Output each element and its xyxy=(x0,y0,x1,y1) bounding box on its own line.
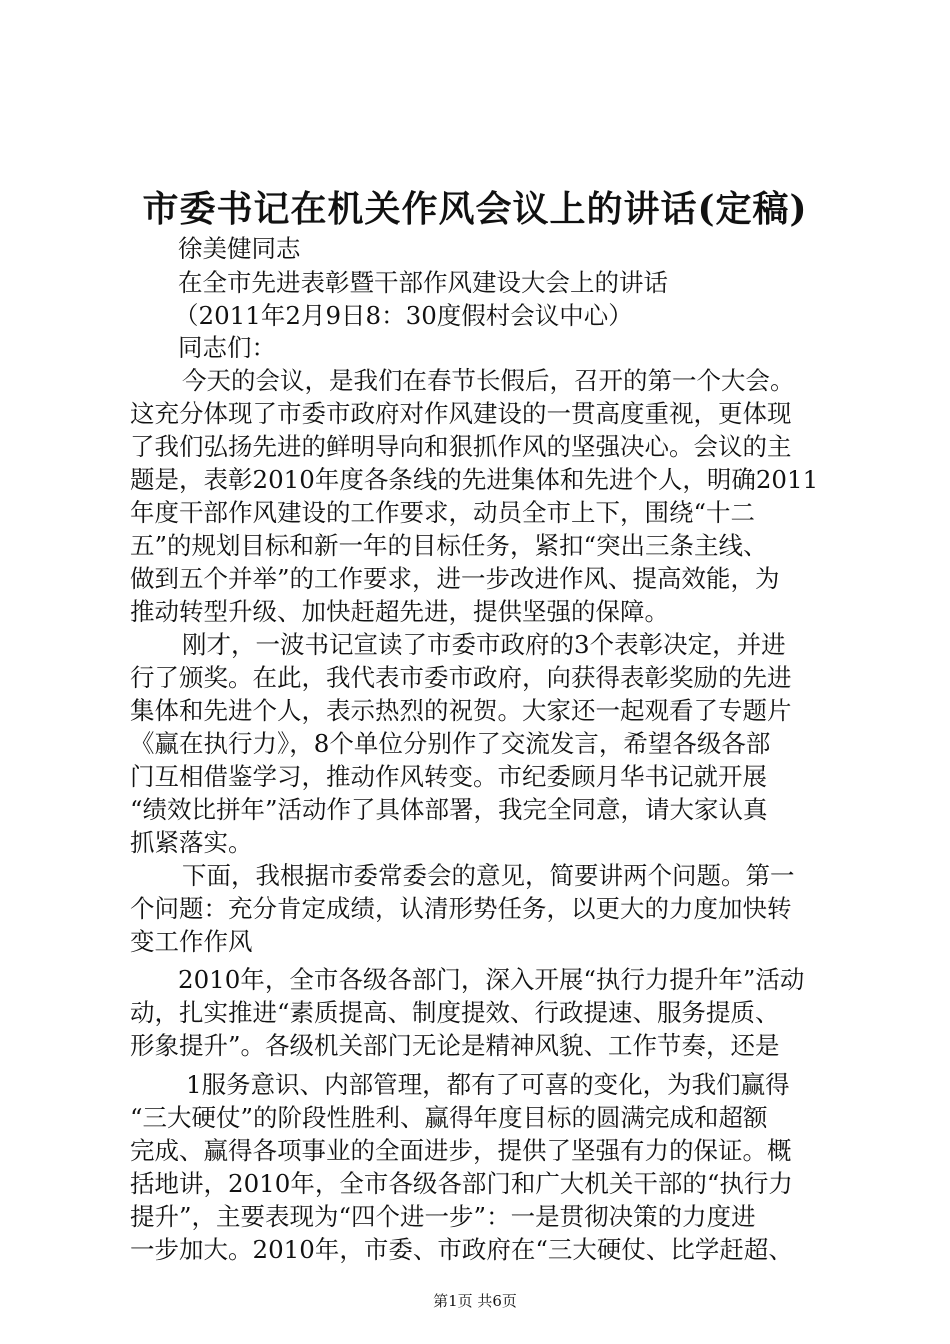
text-line: 做到五个并举”的工作要求，进一步改进作风、提高效能，为 xyxy=(130,564,780,593)
text-line: 变工作作风 xyxy=(130,927,253,956)
text-line: 抓紧落实。 xyxy=(130,828,253,857)
text-line: 题是，表彰2010年度各条线的先进集体和先进个人，明确2011 xyxy=(130,465,819,494)
text-line: 《赢在执行力》，8个单位分别作了交流发言，希望各级各部 xyxy=(130,729,771,758)
text-line: 五”的规划目标和新一年的目标任务，紧扣“突出三条主线、 xyxy=(130,531,768,560)
text-line: （2011年2月9日8：30度假村会议中心） xyxy=(174,301,633,330)
text-line: 括地讲，2010年，全市各级各部门和广大机关干部的“执行力 xyxy=(130,1169,793,1198)
text-line: 在全市先进表彰暨干部作风建设大会上的讲话 xyxy=(178,268,668,297)
text-line: 形象提升”。各级机关部门无论是精神风貌、工作节奏，还是 xyxy=(130,1031,780,1060)
text-line: 个问题：充分肯定成绩，认清形势任务，以更大的力度加快转 xyxy=(130,894,792,923)
text-line: 行了颁奖。在此，我代表市委市政府，向获得表彰奖励的先进 xyxy=(130,663,792,692)
text-line: 下面，我根据市委常委会的意见，简要讲两个问题。第一 xyxy=(182,861,795,890)
text-line: 今天的会议，是我们在春节长假后，召开的第一个大会。 xyxy=(182,366,795,395)
text-line: 2010年，全市各级各部门，深入开展“执行力提升年”活动 xyxy=(178,965,805,994)
text-line: 推动转型升级、加快赶超先进，提供坚强的保障。 xyxy=(130,597,669,626)
text-line: 这充分体现了市委市政府对作风建设的一贯高度重视，更体现 xyxy=(130,399,792,428)
text-line: 提升”，主要表现为“四个进一步”：一是贯彻决策的力度进 xyxy=(130,1202,756,1231)
text-line: 门互相借鉴学习，推动作风转变。市纪委顾月华书记就开展 xyxy=(130,762,767,791)
text-line: 了我们弘扬先进的鲜明导向和狠抓作风的坚强决心。会议的主 xyxy=(130,432,792,461)
text-line: 刚才，一波书记宣读了市委市政府的3个表彰决定，并进 xyxy=(182,630,786,659)
text-line: 集体和先进个人，表示热烈的祝贺。大家还一起观看了专题片 xyxy=(130,696,792,725)
text-line: 同志们： xyxy=(178,333,276,362)
text-line: “绩效比拼年”活动作了具体部署，我完全同意，请大家认真 xyxy=(130,795,768,824)
page-footer: 第1页 共6页 xyxy=(433,1292,517,1310)
text-line: 徐美健同志 xyxy=(178,234,301,263)
text-line: 完成、赢得各项事业的全面进步，提供了坚强有力的保证。概 xyxy=(130,1136,792,1165)
document-title: 市委书记在机关作风会议上的讲话(定稿) xyxy=(142,188,808,230)
text-line: 1服务意识、内部管理，都有了可喜的变化，为我们赢得 xyxy=(186,1070,790,1099)
text-line: 年度干部作风建设的工作要求，动员全市上下，围绕“十二 xyxy=(130,498,756,527)
text-line: 一步加大。2010年，市委、市政府在“三大硬仗、比学赶超、 xyxy=(130,1235,793,1264)
text-line: “三大硬仗”的阶段性胜利、赢得年度目标的圆满完成和超额 xyxy=(130,1103,768,1132)
text-line: 动，扎实推进“素质提高、制度提效、行政提速、服务提质、 xyxy=(130,998,780,1027)
